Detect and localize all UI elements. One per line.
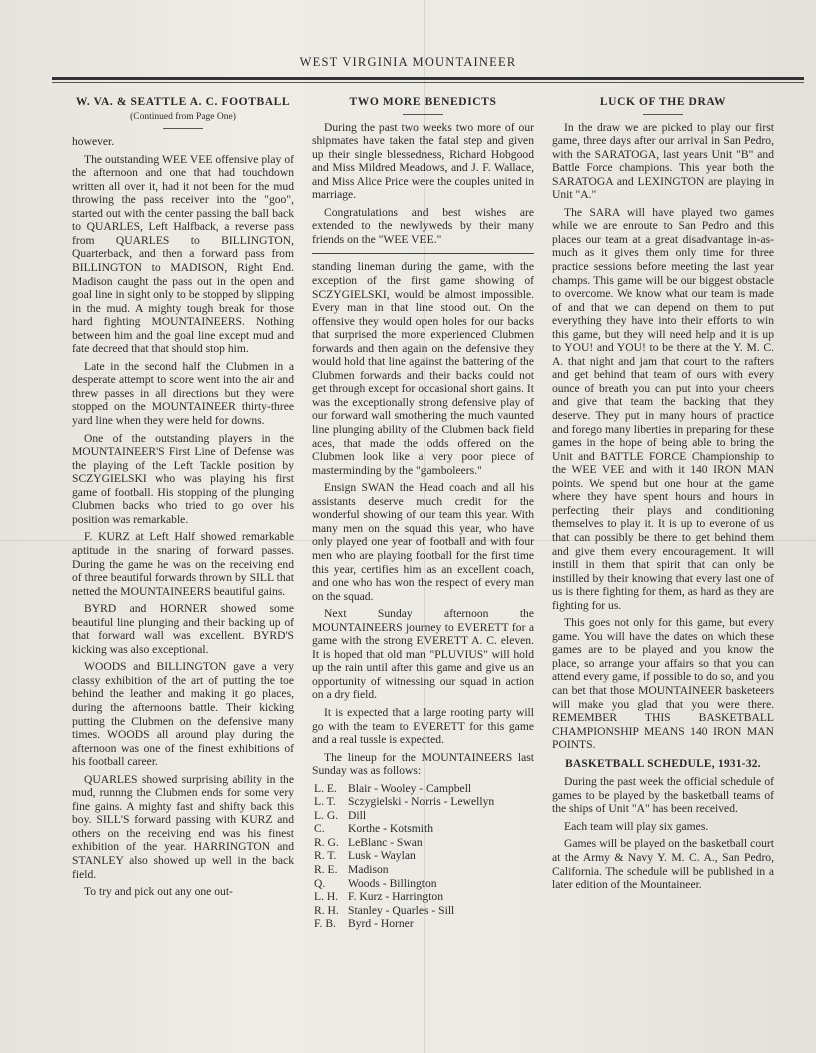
lineup-row: [314, 809, 534, 823]
paragraph: Congratulations and best wishes are extended to the newlyweds by their many friends on the "WEE VEE.": [312, 205, 534, 246]
lineup-row: [314, 795, 534, 809]
paragraph: One of the outstanding players in the MOUNTAINEER'S First Line of Defense was the playing of the Left Tackle position by SCZYGIELSKI who was playing his first game of football. His stopping of the plunging Clubmen backs who tried to go over his position was remarkable.: [72, 431, 294, 526]
paragraph: In the draw we are picked to play our first game, three days after our arrival in San Pedro, with the SARATOGA, last years Unit "B" and Battle Force champions. This year both the SARATOGA and LEXINGTON are playing in Unit "A.": [552, 120, 774, 202]
paragraph: however.: [72, 135, 115, 149]
lineup-row: [314, 890, 534, 904]
divider: [403, 114, 443, 115]
lineup-names: Dill: [348, 808, 367, 822]
paragraph: It is expected that a large rooting party will go with the team to EVERETT for this game and a real tussle is expected.: [312, 705, 534, 747]
lineup-names: Madison: [348, 862, 389, 876]
lineup-names: Woods - Billington: [348, 876, 437, 890]
masthead-rule-thin: [52, 82, 804, 83]
paragraph: F. KURZ at Left Half showed remarkable aptitude in the snaring of forward passes. During the game he was on the receiving end of three beautiful forwards thrown by SILL that netted the MOUNTAINEERS beautiful gains.: [72, 530, 294, 598]
lineup-names: Lusk - Waylan: [348, 849, 416, 863]
paragraph: Ensign SWAN the Head coach and all his assistants deserve much credit for the wonderful showing of our team this year. With many men on the squad this year, who have only played one year of football and with four men who are playing football for the first time this year, certifies him as an excellent coach, and one who has won the respect of every man on the squad.: [312, 481, 534, 603]
continued-note: (Continued from Page One): [130, 111, 236, 122]
lineup-position: L. T.: [314, 795, 336, 809]
lineup-position: F. B.: [314, 917, 336, 931]
paragraph: This goes not only for this game, but every game. You will have the dates on which these games are to be played and you know the place, so arrange your affairs so that you can attend every game, if possible to do so, and you can bet that those MOUNTAINEER basketeers will make you glad that you were there. REMEMBER THIS BASKETBALL CHAMPIONSHIP MEANS 140 IRON MAN POINTS.: [552, 616, 774, 752]
lineup-row: [314, 822, 534, 836]
lineup-row: [314, 904, 534, 918]
lineup-row: [314, 877, 534, 891]
column-3: [552, 96, 774, 896]
paragraph: Games will be played on the basketball court at the Army & Navy Y. M. C. A., San Pedro, California. The schedule will be published in a later edition of the Mountaineer.: [552, 837, 774, 892]
lineup-row: [314, 917, 534, 931]
article-title-luck: LUCK OF THE DRAW: [599, 96, 727, 108]
paragraph: The lineup for the MOUNTAINEERS last Sunday was as follows:: [312, 750, 534, 778]
paragraph: standing lineman during the game, with the exception of the first game showing of SCZYGIELSKI, would be almost impossible. Every man in that line stood out. On the offensive they would open holes for our backs that surprised the more experienced Clubmen forwards and then again on the defensive they would hold that line against the battering of the Clubmen forwards and their backs could not get through except for occasional short gains. It was the exceptionally strong defensive play of our forward wall smothering the much vaunted line plunging ability of the Clubmen back field aces, that made the odds offered on the Clubmen look like a very poor piece of masterminding by the "gamboleers.": [312, 260, 534, 477]
lineup-row: [314, 849, 534, 863]
paragraph: QUARLES showed surprising ability in the mud, runnng the Clubmen ends for some very fine gains. A mighty fast and shifty back this boy. SILL'S forward passing with KURZ and others on the receiving end was his finest exhibition of the year. HARRINGTON and STANLEY also showed up well in the back field.: [72, 772, 294, 881]
paragraph: To try and pick out any one out-: [84, 885, 233, 899]
lineup-list: [312, 782, 534, 931]
paragraph: Next Sunday afternoon the MOUNTAINEERS journey to EVERETT for a game with the strong EVERETT A. C. eleven. It is hoped that old man "PLUVIUS" will hold up the rain until after this game and give us an opportunity of witnessing our squad in action on a dry field.: [312, 607, 534, 702]
lineup-row: [314, 836, 534, 850]
paragraph: BYRD and HORNER showed some beautiful line plunging and their backing up of that forward wall was excellent. BYRD'S kicking was also exceptional.: [72, 602, 294, 656]
lineup-position: R. G.: [314, 835, 339, 849]
lineup-names: Stanley - Quarles - Sill: [348, 903, 455, 917]
lineup-row: [314, 782, 534, 796]
paragraph: WOODS and BILLINGTON gave a very classy exhibition of the art of putting the toe behind the leather and making it go places, during the afternoons battle. Their kicking putting the Clubmen on the defensive many times. WOODS all around play during the afternoon was one of the finest exhibitions of his football career.: [72, 660, 294, 769]
paragraph: Late in the second half the Clubmen in a desperate attempt to score went into the air and threw passes in all directions but they were stopped on the MOUNTAINEER thirty-three yard line when they were held for downs.: [72, 359, 294, 428]
masthead: WEST VIRGINIA MOUNTAINEER: [299, 55, 517, 69]
lineup-names: LeBlanc - Swan: [348, 835, 423, 849]
lineup-names: Byrd - Horner: [348, 917, 414, 931]
lineup-names: F. Kurz - Harrington: [348, 890, 444, 904]
lineup-position: L. H.: [314, 890, 339, 904]
lineup-position: Q.: [314, 876, 326, 890]
lineup-position: R. T.: [314, 849, 337, 863]
column-1: [72, 96, 294, 903]
article-title-football: W. VA. & SEATTLE A. C. FOOTBALL: [75, 96, 291, 108]
column-2: [312, 96, 534, 931]
schedule-title: BASKETBALL SCHEDULE, 1931-32.: [565, 757, 761, 770]
lineup-position: R. H.: [314, 903, 339, 917]
article-title-benedicts: TWO MORE BENEDICTS: [349, 96, 497, 108]
divider: [163, 128, 203, 129]
lineup-names: Sczygielski - Norris - Lewellyn: [348, 795, 495, 809]
paragraph: The SARA will have played two games while we are enroute to San Pedro and this places our team at a great disadvantage in-as-much as it gives them only time for three practice sessions before meeting the last year champs. This game will be our biggest obstacle to overcome. We know what our team is made of and that we can depend on them to put everything they have into their efforts to win this game, but they will need help and it is up to YOU! and YOU! to be there at the Y. M. C. A. that night and jam that court to the rafters and get behind that team of ours with every ounce of breath you can put into your cheers and give that team the backing that they deserve. They put in many hours of practice and forego many liberties in preparing for these games in the hope of being able to bring the Unit and BATTLE FORCE Championship to the WEE VEE and with it 140 IRON MAN points. We spend but one hour at the game where they have spent hours and hours in perfecting their plays and conditioning themselves to play it. It is up to everone of us that can possibly be there to get behind them and give them every encouragement. It will instill in them that spirit that can only be instilled by their knowing that every last one of us is there fighting for them, as hard as they are fighting for us.: [552, 205, 774, 612]
divider: [643, 114, 683, 115]
lineup-names: Korthe - Kotsmith: [348, 822, 434, 836]
column-break-rule: [312, 253, 534, 254]
lineup-position: L. G.: [314, 808, 339, 822]
lineup-names: Blair - Wooley - Campbell: [348, 781, 472, 795]
paragraph: During the past two weeks two more of our shipmates have taken the fatal step and given up their single blessedness, Richard Hobgood and Miss Mildred Meadows, and J. F. Wallace, and Miss Alice Price were the couples united in marriage.: [312, 120, 534, 202]
lineup-row: [314, 863, 534, 877]
lineup-position: C.: [314, 822, 325, 836]
lineup-position: L. E.: [314, 781, 337, 795]
lineup-position: R. E.: [314, 862, 338, 876]
masthead-rule: [52, 77, 804, 80]
paragraph: The outstanding WEE VEE offensive play of the afternoon and one that had touchdown written all over it, had it not been for the mud throwing the pass receiver into the "goo", started out with the center passing the ball back to QUARLES, Left Halfback, a reverse pass from QUARLES to BILLINGTON, Quarterback, and then a forward pass from BILLINGTON to MADISON, Right End. Madison caught the pass out in the open and goal line in sight only to be stopped by slipping in the mud. A mighty tough break for those hard fighting MOUNTAINEERS. Nothing between him and the goal line except mud and fate decreed that that should stop him.: [72, 152, 294, 356]
paragraph: Each team will play six games.: [564, 819, 709, 833]
paragraph: During the past week the official schedule of games to be played by the basketball teams of the ships of Unit "A" has been received.: [552, 775, 774, 816]
